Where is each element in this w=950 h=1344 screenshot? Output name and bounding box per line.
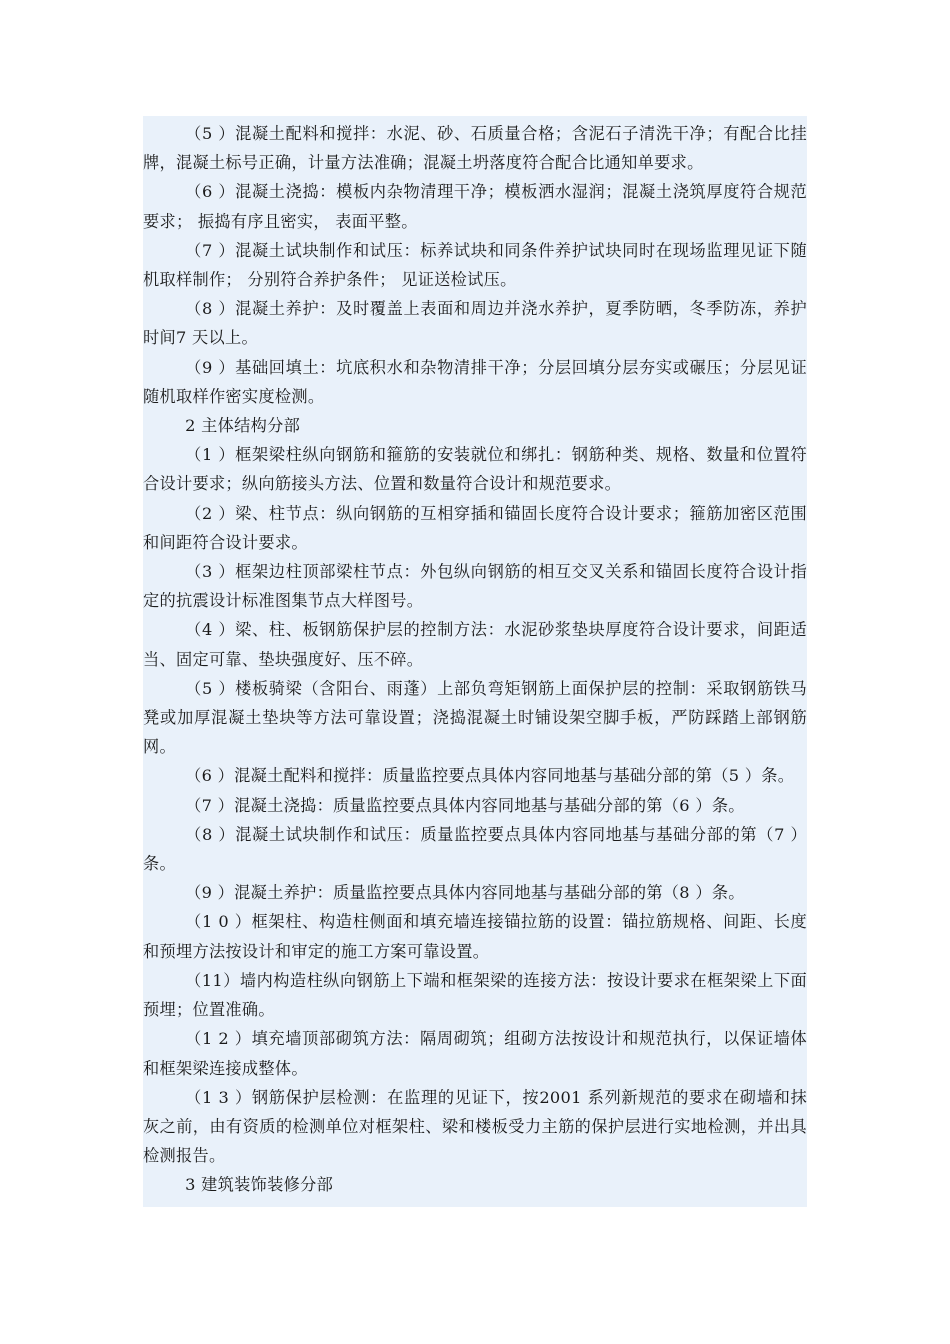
- section-heading-decoration: 3 建筑装饰装修分部: [185, 1175, 334, 1195]
- paragraph-concrete-curing: （8 ）混凝土养护：及时覆盖上表面和周边并浇水养护，夏季防晒，冬季防冻，养护时间7 天以上。: [143, 299, 807, 348]
- paragraph-beam-column-joint: （2 ）梁、柱节点：纵向钢筋的互相穿插和锚固长度符合设计要求；箍筋加密区范围和间距符合设计要求。: [143, 503, 807, 552]
- paragraph-ref-curing: （9 ）混凝土养护：质量监控要点具体内容同地基与基础分部的第（8 ）条。: [185, 883, 745, 903]
- paragraph-tie-bars: （1 0 ）框架柱、构造柱侧面和填充墙连接锚拉筋的设置：锚拉筋规格、间距、长度和预埋方法按设计和审定的施工方案可靠设置。: [143, 912, 807, 961]
- paragraph-ref-pouring: （7 ）混凝土浇捣：质量监控要点具体内容同地基与基础分部的第（6 ）条。: [185, 795, 745, 815]
- paragraph-infill-wall-top: （1 2 ）填充墙顶部砌筑方法：隔周砌筑；组砌方法按设计和规范执行，以保证墙体和框架梁连接成整体。: [143, 1029, 807, 1078]
- paragraph-edge-column-joint: （3 ）框架边柱顶部梁柱节点：外包纵向钢筋的相互交叉关系和锚固长度符合设计指定的抗震设计标准图集节点大样图号。: [143, 562, 807, 611]
- paragraph-backfill: （9 ）基础回填土：坑底积水和杂物清排干净；分层回填分层夯实或碾压；分层见证随机取样作密实度检测。: [143, 357, 807, 406]
- paragraph-constructional-column: （11）墙内构造柱纵向钢筋上下端和框架梁的连接方法：按设计要求在框架梁上下面预埋；位置准确。: [143, 970, 807, 1020]
- section-heading-main-structure: 2 主体结构分部: [185, 416, 301, 436]
- highlighted-text-block: [143, 116, 807, 1207]
- paragraph-test-blocks: （7 ）混凝土试块制作和试压：标养试块和同条件养护试块同时在现场监理见证下随机取样制作； 分别符合养护条件； 见证送检试压。: [143, 240, 807, 290]
- paragraph-slab-negative-rebar: （5 ）楼板骑梁（含阳台、雨蓬）上部负弯矩钢筋上面保护层的控制：采取钢筋铁马凳或加厚混凝土垫块等方法可靠设置；浇捣混凝土时铺设架空脚手板，严防踩踏上部钢筋网。: [143, 678, 807, 757]
- paragraph-cover-control: （4 ）梁、柱、板钢筋保护层的控制方法：水泥砂浆垫块厚度符合设计要求，间距适当、固定可靠、垫块强度好、压不碎。: [143, 620, 807, 669]
- paragraph-ref-test-blocks: （8 ）混凝土试块制作和试压：质量监控要点具体内容同地基与基础分部的第（7 ）条。: [143, 824, 807, 874]
- paragraph-cover-inspection: （1 3 ）钢筋保护层检测：在监理的见证下，按2001 系列新规范的要求在砌墙和抹灰之前，由有资质的检测单位对框架柱、梁和楼板受力主筋的保护层进行实地检测，并出具检测报告。: [143, 1087, 807, 1166]
- paragraph-concrete-mixing: （5 ）混凝土配料和搅拌：水泥、砂、石质量合格；含泥石子清洗干净；有配合比挂牌，混凝土标号正确，计量方法准确；混凝土坍落度符合配合比通知单要求。: [143, 124, 807, 173]
- paragraph-ref-mixing: （6 ）混凝土配料和搅拌：质量监控要点具体内容同地基与基础分部的第（5 ）条。: [185, 766, 795, 786]
- paragraph-rebar-installation: （1 ）框架梁柱纵向钢筋和箍筋的安装就位和绑扎：钢筋种类、规格、数量和位置符合设计要求；纵向筋接头方法、位置和数量符合设计和规范要求。: [143, 445, 807, 494]
- paragraph-concrete-pouring: （6 ）混凝土浇捣：模板内杂物清理干净；模板洒水湿润；混凝土浇筑厚度符合规范要求； 振捣有序且密实， 表面平整。: [143, 182, 807, 231]
